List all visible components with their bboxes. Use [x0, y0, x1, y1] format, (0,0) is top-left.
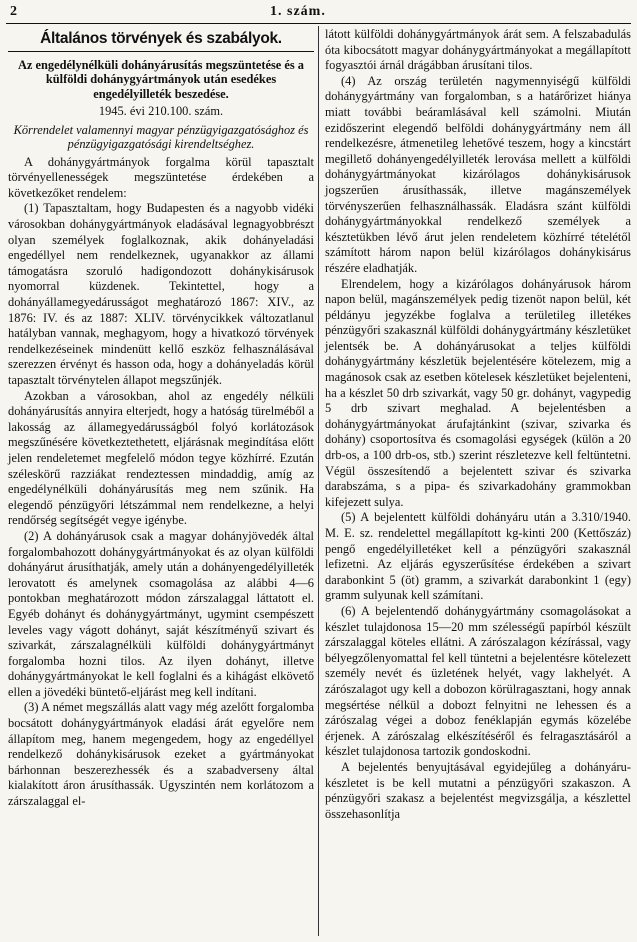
- section-heading: Általános törvények és szabályok.: [40, 30, 282, 47]
- left-paragraph: (3) A német megszállás alatt vagy még azelőtt forgalomba bocsátott dohánygyártmányok eladási árát egyelőre nem állapítom meg, hanem megengedem, hogy az engedéllyel rendelkező dohánykisárusok ezeket a gyártmányokat bárhonnan beszerezhessék és a szabadverseny által kialakított áron árusíthassák. Ugyszintén nem korlátozom a zárszalaggal el-: [8, 700, 314, 809]
- issue-number: 1. szám.: [270, 4, 326, 19]
- left-paragraph: Azokban a városokban, ahol az engedély nélküli dohányárusítás annyira elterjedt, hogy a hatóság türelméből a lakosság az államegyedárusságból folyó korlátozások megszűnésére következtethetett, eljárásnak megindítása előtt jelen rendeletemet megfelelő módon tegye közhírré. Ezután széleskörű razziákat rendeztessen mindaddig, amíg az engedélynélküli dohányárusítás meg nem szűnik. Ha elegendő pénzügyőri létszámmal nem rendelkezne, a helyi rendőrség segítségét vegye igénybe.: [8, 388, 314, 528]
- decree-number: 1945. évi 210.100. szám.: [98, 104, 224, 119]
- section-rule: [8, 51, 314, 52]
- right-paragraph: látott külföldi dohánygyártmányok árát sem. A felszabadulás óta kibocsátott magyar dohánygyártmányokat a megállapított fogyasztói árnál drágábban árusítani tilos.: [325, 27, 631, 73]
- decree-addressee: Körrendelet valamennyi magyar pénzügyigazgatósághoz és pénzügyigazgatósági kirendeltséghez.: [13, 122, 309, 152]
- page-header: [0, 0, 637, 22]
- right-column: [325, 27, 631, 822]
- column-divider: [318, 26, 319, 936]
- left-paragraph: (1) Tapasztaltam, hogy Budapesten és a nagyobb vidéki városokban dohánygyártmányok eladásával legnagyobbrészt olyan személyek foglalkoznak, akik dohányeladási engedéllyel nem rendelkeznek, ugyanakkor az állami támogatásra szoruló hadigondozott dohánykisárusok nyomorral küzdenek. Tekintettel, hogy a dohányállamegyedárusságot meghatározó 1867: XIV., az 1876: IV. és az 1887: XLIV. törvénycikkek változatlanul hatályban vannak, meghagyom, hogy a hivatkozó törvények rendelkezéseinek mindenütt kellő eszköz felhasználásával szerezzen érvényt és hasson oda, hogy a dohányeladás körül tapasztalt törvénytelen állapot megszűnjék.: [8, 201, 314, 387]
- right-paragraph: Elrendelem, hogy a kizárólagos dohányárusok három napon belül, magánszemélyek pedig tizenöt napon belül, két példányu jegyzékbe foglalva a területileg illetékes pénzügyőri szakasznál külföldi dohánygyártmány készletüket jelentsék be. A dohányárusokat a teljes külföldi dohánygyártmány készletük bejelentésére kötelezem, mig a magánosok csak az esetben kötelesek készletüket bejelenteni, ha a készlet 50 drb szivarkát, vagy 50 gr. dohányt, vagypedig 5 drb szivart meghalad. A bejelentésben a dohánygyártmányokat árufajtánkint (szivar, szivarka és dohány) csoportosítva és csomagolási egységek (külön a 20 drb-os, a 100 drb-os, stb.) szerint részletezve kell feltüntetni. Végül összesítendő a bejelentett szivar és szivarka darabszáma, s a pipa- és szivarkadohány grammokban kifejezett sulya.: [325, 276, 631, 509]
- right-paragraph: A bejelentés benyujtásával egyidejűleg a dohányáru-készletet is be kell mutatni a pénzügyőri szakaszon. A pénzügyőri szakasz a bejelentést megvizsgálja, a készlettel összehasonlítja: [325, 759, 631, 821]
- right-paragraph: (5) A bejelentett külföldi dohányáru után a 3.310/1940. M. E. sz. rendelettel megállapított kg-kinti 200 (Kettőszáz) pengő engedélyilletéket kell a pénzügyőri szakasznál lefizetni. Az eljárás egyszerűsítése érdekében a szivart darabonkint 5 (öt) gramm, a szivarkát darabonkint 1 (egy) gramm sulyunak kell számítani.: [325, 510, 631, 603]
- left-column: [8, 27, 314, 810]
- right-paragraph: (6) A bejelentendő dohánygyártmány csomagolásokat a készlet tulajdonosa 15—20 mm szélességű papírból készült zárszalaggal köteles ellátni. A zárószalagon kézírással, vagy bélyegzőlenyomattal fel kell tüntetni a bejelentésre kötelezett személy nevét és üzletének helyét, vagy lakhelyét. A zárószalagot ugy kell a dobozon körülragasztani, hogy annak megsértése nélkül a dobozt felnyitni ne lehessen és a zárószalag végei a doboz fenéklapján egymás közelébe érjenek. A zárószalag elkészítéséről és felragasztásáról a készlet tulajdonosa tartozik gondoskodni.: [325, 603, 631, 759]
- right-paragraph: (4) Az ország területén nagymennyiségű külföldi dohánygyártmány van forgalomban, s a határőrizet hiánya miatt további beáramlásával kell számolni. Miután ezidőszerint elegendő belföldi dohánygyártmány nem áll rendelkezésre, átmenetileg lehetővé teszem, hogy a kincstárt megillető dohányengedélyilleték lerovása mellett a külföldi dohánygyártmányokat kizárólagos dohánykisárusok jogszerűen árusíthassák, illetve magánszemélyek törvényszerűen felhasználhassák. Eladásra szánt külföldi dohánygyártmányokkal rendelkező személyek a késztetükben lévő árut jelen rendeletem közhírré tételétől számított három napon belül kizárólagos dohánykisárus részére eladhatják.: [325, 73, 631, 275]
- article-title: Az engedélynélküli dohányárusítás megszüntetése és a külföldi dohánygyártmányok után esedékes engedélyilleték beszedése.: [17, 57, 304, 101]
- page-number: 2: [10, 4, 17, 19]
- header-rule: [6, 23, 631, 24]
- left-paragraph: (2) A dohányárusok csak a magyar dohányjövedék által forgalombahozott dohánygyártmányokat és az olyan külföldi dohányárut árusíthatják, amely után a dohányengedélyilleték lerovatott és amelynek csomagolása az alábbi 4—6 pontokban meghatározott módon zárszalaggal láttatott el. Egyéb dohányt és dohánygyártmányt, ugymint csempészett leveles vagy vágott dohányt, saját készítményű szivart és szivarkát, zárszalagnélküli külföldi dohánygyártmányt forgalomba hozni tilos. Az ilyen dohányt, illetve dohánygyártmányokat le kell foglalni és a kihágást elkövető ellen a jövedéki büntető-eljárást meg kell indítani.: [8, 528, 314, 699]
- left-paragraph: A dohánygyártmányok forgalma körül tapasztalt törvényellenességek megszüntetése érdekében a következőket rendelem:: [8, 154, 314, 200]
